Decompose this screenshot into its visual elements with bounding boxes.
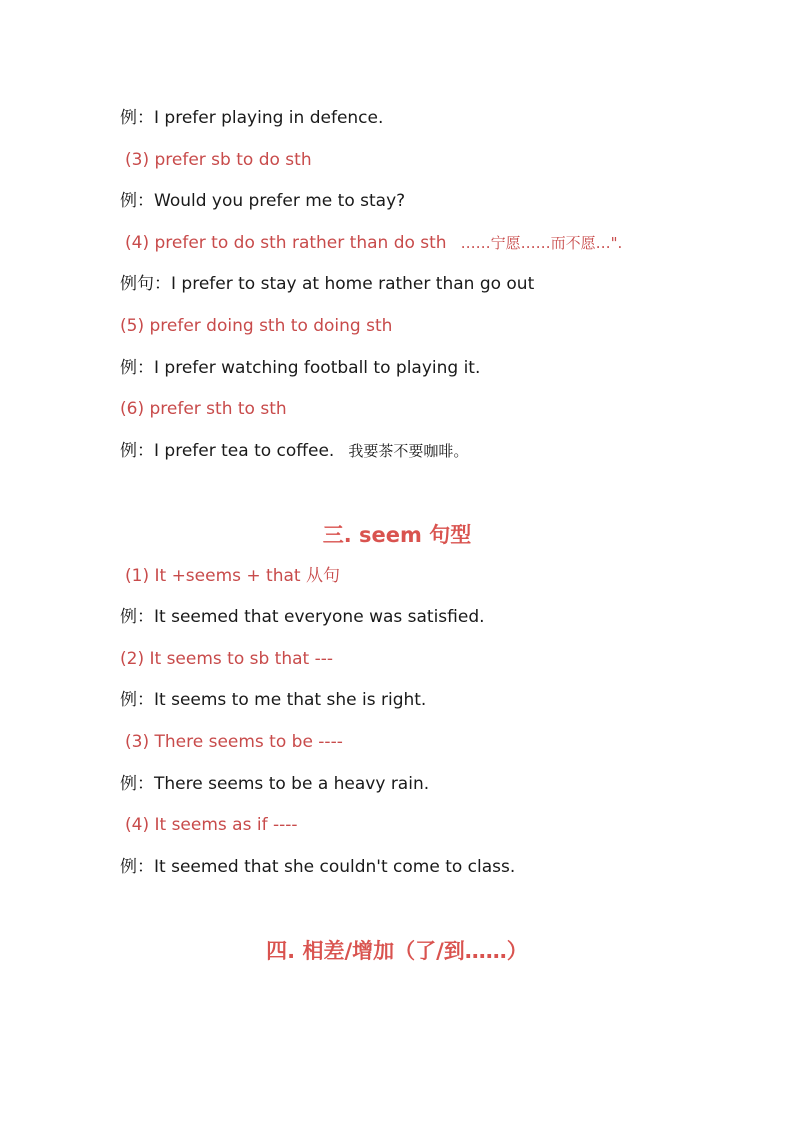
rule-text: (3) There seems to be ----	[125, 732, 343, 752]
rule-line	[120, 315, 392, 337]
rule-line	[125, 731, 343, 753]
example-line	[120, 273, 534, 295]
rule-text: (2) It seems to sb that ---	[120, 649, 334, 669]
rule-note: ……宁愿……而不愿…".	[460, 234, 623, 252]
example-note: 我要茶不要咖啡。	[348, 442, 469, 460]
rule-text: (6) prefer sth to sth	[120, 399, 287, 419]
rule-text: (4) prefer to do sth rather than do sth	[125, 233, 447, 253]
example-line	[120, 773, 429, 795]
example-line	[120, 606, 485, 628]
example-line	[120, 440, 468, 462]
example-line	[120, 357, 480, 379]
rule-line	[120, 398, 287, 420]
example-text: 例：It seemed that everyone was satisfied.	[120, 607, 485, 627]
example-text: 例：I prefer playing in defence.	[120, 108, 384, 128]
example-text: 例：It seems to me that she is right.	[120, 690, 427, 710]
rule-text: (4) It seems as if ----	[125, 815, 298, 835]
example-text: 例：I prefer watching football to playing it.	[120, 358, 481, 378]
example-text: 例：It seemed that she couldn't come to class.	[120, 857, 516, 877]
rule-line	[125, 814, 298, 836]
example-text: 例：Would you prefer me to stay?	[120, 191, 406, 211]
example-text: 例：There seems to be a heavy rain.	[120, 774, 430, 794]
section-heading-four: 四. 相差/增加（了/到……）	[266, 939, 528, 963]
rule-text: (5) prefer doing sth to doing sth	[120, 316, 393, 336]
example-line	[120, 190, 405, 212]
rule-line	[120, 648, 333, 670]
example-line	[120, 856, 515, 878]
rule-text: (1) It +seems + that 从句	[125, 566, 340, 586]
rule-text: (3) prefer sb to do sth	[125, 150, 312, 170]
section-heading-seem: 三. seem 句型	[322, 523, 472, 547]
rule-line	[125, 149, 312, 171]
example-text: 例：I prefer tea to coffee.	[120, 441, 335, 461]
example-line	[120, 689, 426, 711]
example-text: 例句：I prefer to stay at home rather than go out	[120, 274, 535, 294]
rule-line	[125, 232, 622, 254]
example-line	[120, 107, 383, 129]
rule-line	[125, 565, 340, 587]
